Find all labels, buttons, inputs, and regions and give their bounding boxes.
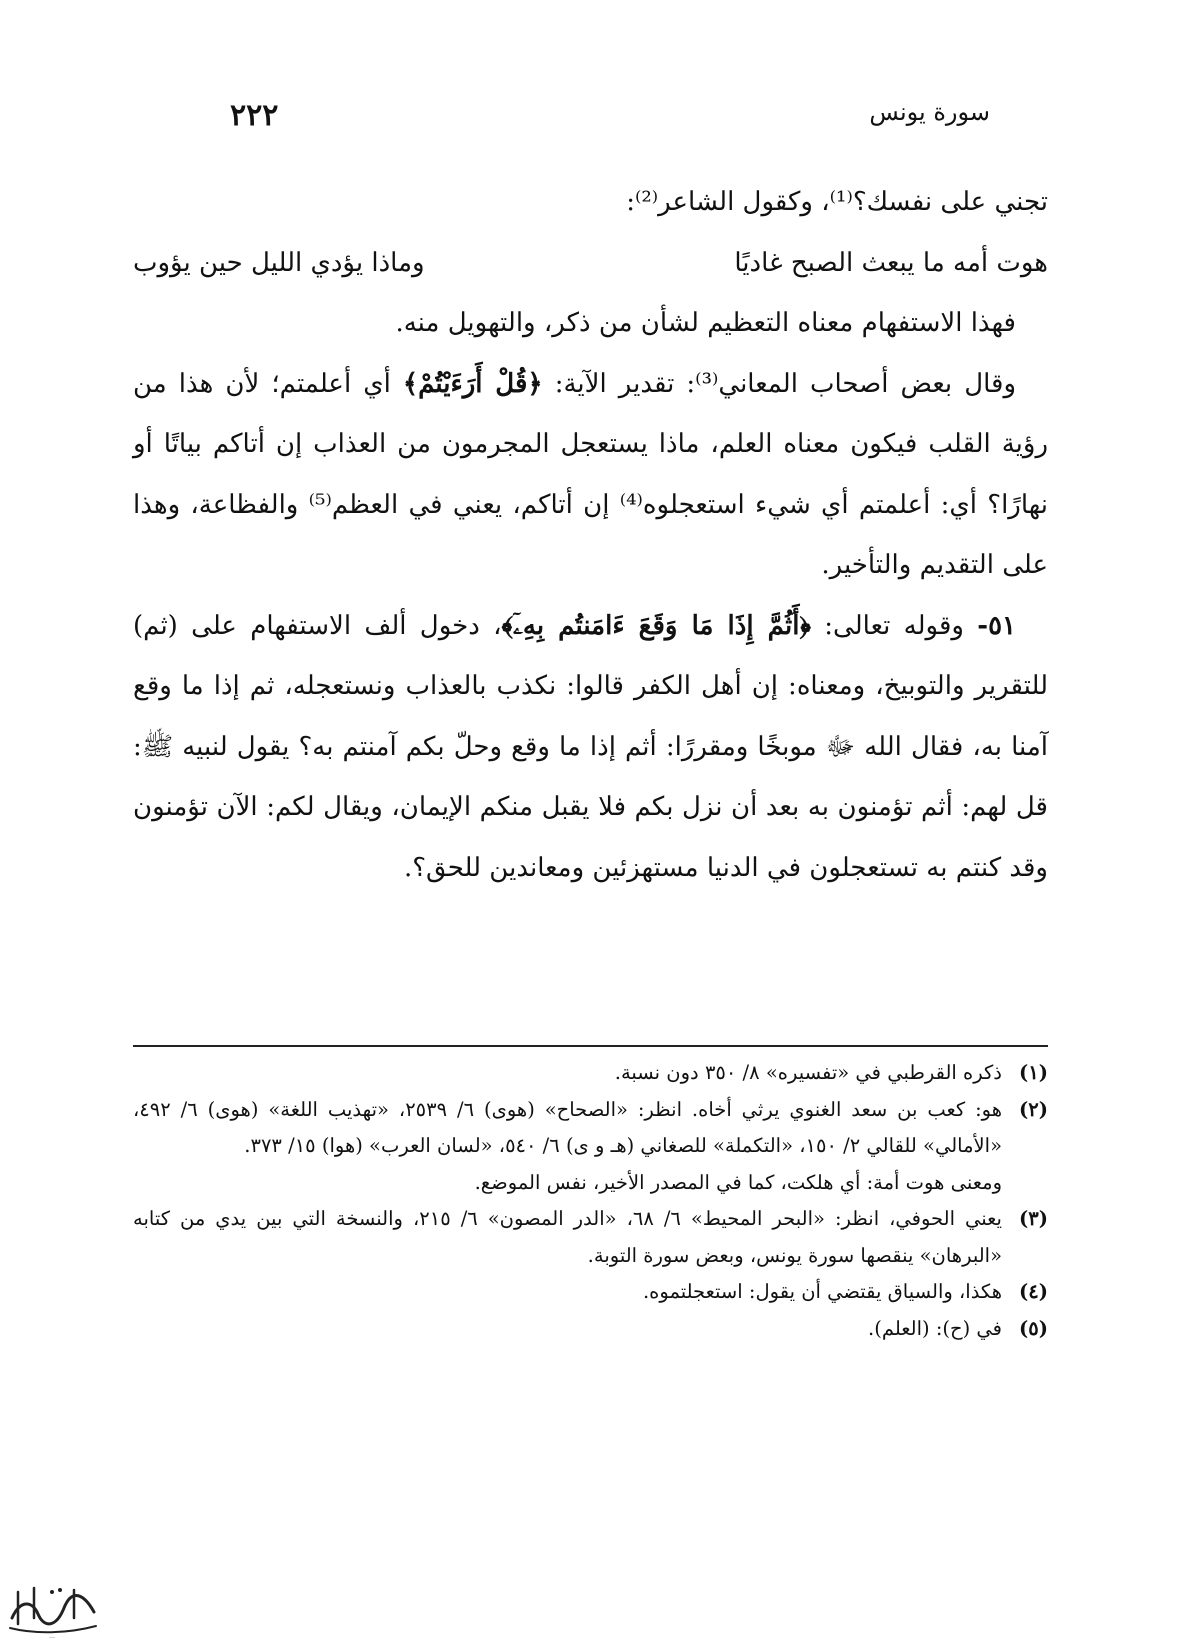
footnote-text: ذكره القرطبي في «تفسيره» ٨/ ٣٥٠ دون نسبة. xyxy=(614,1061,1002,1084)
footnote-number: (٢) xyxy=(1019,1097,1048,1121)
footnote-separator xyxy=(133,1045,1048,1047)
paragraph-text: ، دخول ألف الاستفهام على (ثم) للتقرير والتوبيخ، ومعناه: إن أهل الكفر قالوا: نكذب بالعذاب ونستعجله، ثم إذا ما وقع آمنا به، فقال الله ﷻ موبخًا ومقررًا: أثم إذا ما وقع وحلّ بكم آمنتم به؟ يقول لنبيه ﷺ: قل لهم: أثم تؤمنون به بعد أن نزل بكم فلا يقبل منكم الإيمان، ويقال لكم: الآن تؤمنون وقد كنتم به تستعجلون في الدنيا مستهزئين ومعاندين للحق؟. xyxy=(133,610,1048,883)
footnote xyxy=(133,1311,1048,1348)
footnote-text: هكذا، والسياق يقتضي أن يقول: استعجلتموه. xyxy=(642,1280,1002,1303)
footnotes xyxy=(133,1055,1048,1347)
footnote-text: ومعنى هوت أمة: أي هلكت، كما في المصدر الأخير، نفس الموضع. xyxy=(474,1170,1002,1194)
quran-quote: ﴿قُلْ أَرَءَيْتُمْ﴾ xyxy=(402,368,543,399)
text-line: تجني على نفسك؟⁽¹⁾، وكقول الشاعر⁽²⁾: xyxy=(626,187,1048,217)
paragraph xyxy=(133,354,1048,596)
footnote-number: (٥) xyxy=(1019,1316,1048,1340)
footnote xyxy=(133,1055,1048,1092)
footnote-text: في (ح): (العلم). xyxy=(868,1316,1002,1340)
footnote-text: هو: كعب بن سعد الغنوي يرثي أخاه. انظر: «الصحاح» (هوى) ٦/ ٢٥٣٩، «تهذيب اللغة» (هوى) ٦/ ٤٩٢، «الأمالي» للقالي ٢/ ١٥٠، «التكملة» للصغاني (هـ و ى) ٦/ ٥٤٠، «لسان العرب» (هوا) ١٥/ ٣٧٣. xyxy=(133,1097,1003,1157)
page-header xyxy=(230,98,990,148)
footnote-number: (١) xyxy=(1019,1061,1048,1084)
footnote xyxy=(133,1201,1048,1274)
verse-commentary xyxy=(133,596,1048,899)
footnote-number: (٣) xyxy=(1019,1207,1048,1230)
poetry-hemistich-second: وماذا يؤدي الليل حين يؤوب xyxy=(133,247,425,278)
paragraph: فهذا الاستفهام معناه التعظيم لشأن من ذكر، والتهويل منه. xyxy=(395,308,1016,338)
poetry-verse xyxy=(133,233,1048,294)
footnote-number: (٤) xyxy=(1019,1280,1048,1303)
poetry-hemistich-first: هوت أمه ما يبعث الصبح غاديًا xyxy=(734,247,1048,278)
paragraph-text: وقال بعض أصحاب المعاني⁽³⁾: تقدير الآية: xyxy=(542,368,1017,399)
main-text xyxy=(133,172,1048,898)
paragraph-text: أي أعلمتم؛ لأن هذا من رؤية القلب فيكون معناه العلم، ماذا يستعجل المجرمون من العذاب إن أتاكم بياتًا أو نهارًا؟ أي: أعلمتم أي شيء استعجلوه⁽⁴⁾ إن أتاكم، يعني في العظم⁽⁵⁾ والفظاعة، وهذا على التقديم والتأخير. xyxy=(133,368,1048,580)
page-number: ٢٢٢ xyxy=(230,98,279,133)
footnote-text: يعني الحوفي، انظر: «البحر المحيط» ٦/ ٦٨، «الدر المصون» ٦/ ٢١٥، والنسخة التي بين يدي من كتابه «البرهان» ينقصها سورة يونس، وبعض سورة التوبة. xyxy=(133,1207,1002,1267)
quran-quote: ﴿أَثُمَّ إِذَا مَا وَقَعَ ءَامَنتُم بِهِۦٓ﴾ xyxy=(501,610,811,641)
footnote xyxy=(133,1092,1048,1165)
footnote xyxy=(133,1274,1048,1311)
svg-text:…: … xyxy=(49,1633,55,1640)
verse-number: ٥١- xyxy=(977,610,1016,641)
running-title: سورة يونس xyxy=(869,98,990,126)
paragraph-text: وقوله تعالى: xyxy=(810,610,978,641)
footnote-continuation xyxy=(133,1165,1048,1202)
calligraphy-logo xyxy=(4,1578,100,1640)
